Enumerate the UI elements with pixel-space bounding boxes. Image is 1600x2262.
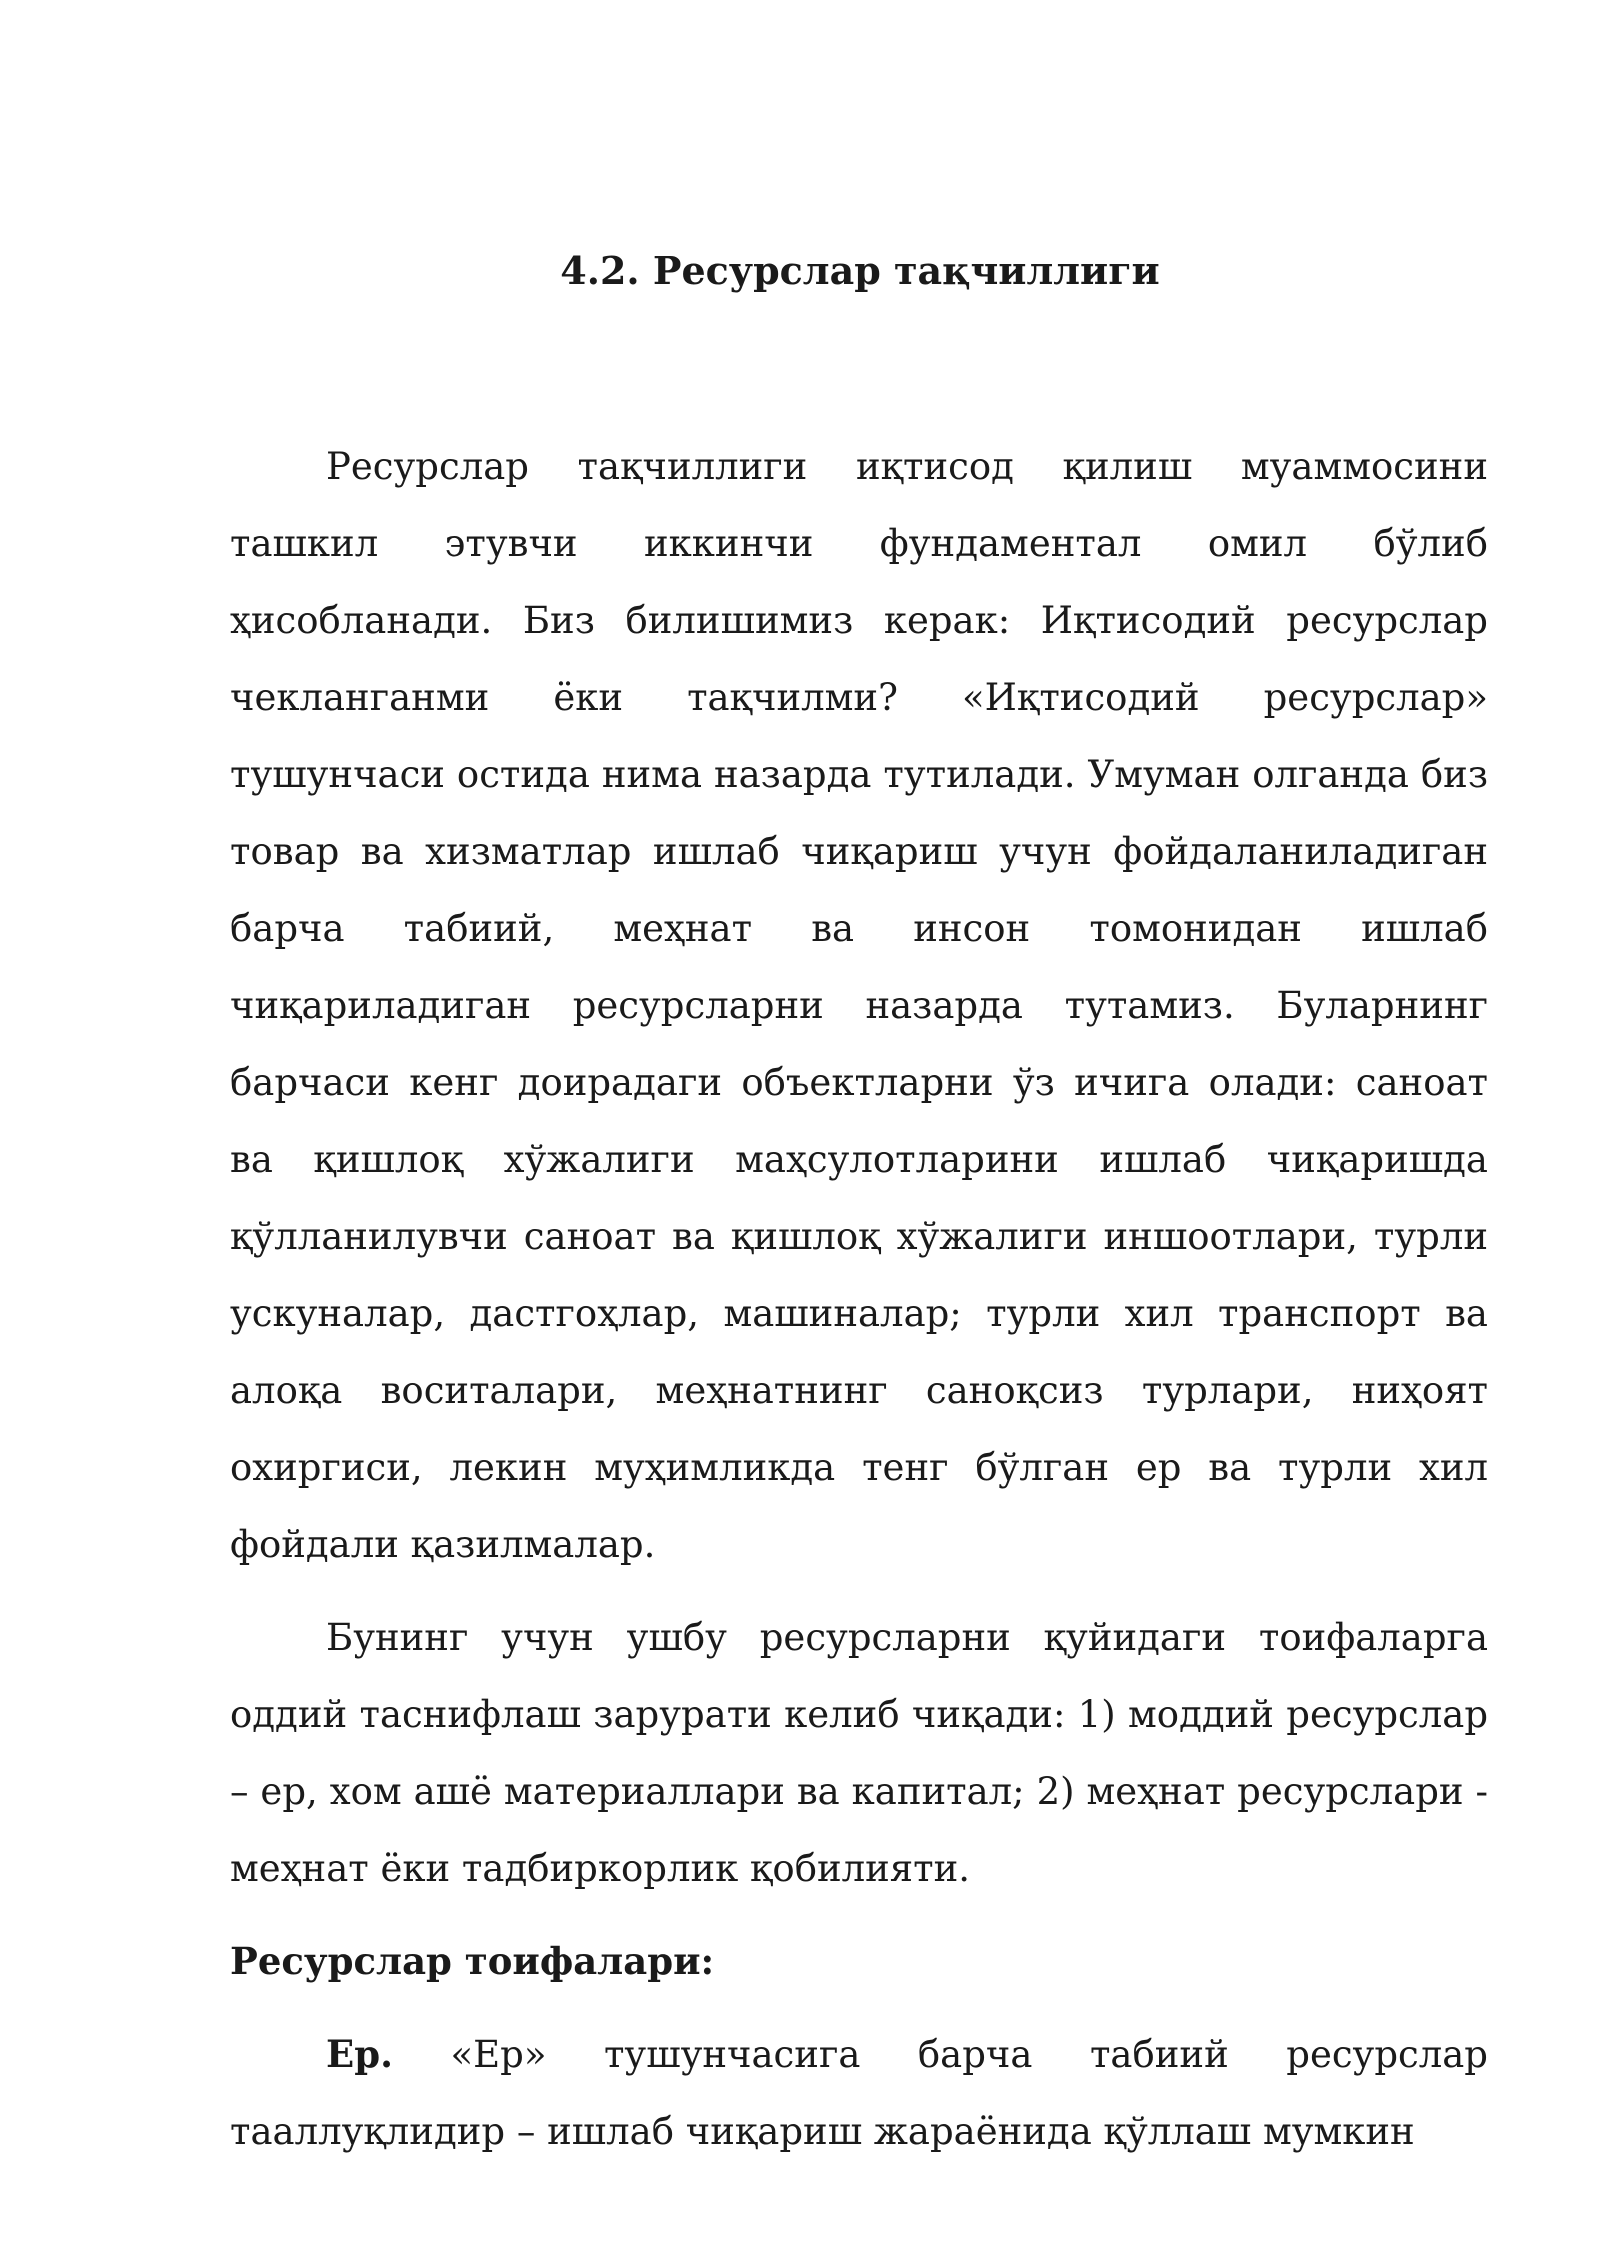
subheading-resource-categories: Ресурслар тоифалари: bbox=[230, 1939, 715, 1983]
paragraph-land-text: «Ер» тушунчасига барча табиий ресурслар тааллуқлидир – ишлаб чиқариш жараёнида қўллаш мумкин bbox=[230, 2033, 1488, 2153]
paragraph-resource-classification: Бунинг учун ушбу ресурсларни қуйидаги тоифаларга оддий таснифлаш зарурати келиб чиқади: 1) моддий ресурслар – ер, хом ашё материаллари ва капитал; 2) меҳнат ресурслари - меҳнат ёки тадбиркорлик қобилияти. bbox=[230, 1616, 1488, 1890]
section-title: 4.2. Ресурслар тақчиллиги bbox=[560, 248, 1160, 293]
paragraph-land bbox=[230, 2016, 1488, 2170]
paragraph-resource-scarcity: Ресурслар тақчиллиги иқтисод қилиш муаммосини ташкил этувчи иккинчи фундаментал омил бўлиб ҳисобланади. Биз билишимиз керак: Иқтисодий ресурслар чекланганми ёки тақчилми? «Иқтисодий ресурслар» тушунчаси остида нима назарда тутилади. Умуман олганда биз товар ва хизматлар ишлаб чиқариш учун фойдаланиладиган барча табиий, меҳнат ва инсон томонидан ишлаб чиқариладиган ресурсларни назарда тутамиз. Буларнинг барчаси кенг доирадаги объектларни ўз ичига олади: саноат ва қишлоқ хўжалиги маҳсулотларини ишлаб чиқаришда қўлланилувчи саноат ва қишлоқ хўжалиги иншоотлари, турли ускуналар, дастгоҳлар, машиналар; турли хил транспорт ва алоқа воситалари, меҳнатнинг саноқсиз турлари, ниҳоят охиргиси, лекин муҳимликда тенг бўлган ер ва турли хил фойдали қазилмалар. bbox=[230, 445, 1488, 1566]
term-land: Ер. bbox=[326, 2032, 393, 2076]
document-body bbox=[230, 428, 1488, 2170]
